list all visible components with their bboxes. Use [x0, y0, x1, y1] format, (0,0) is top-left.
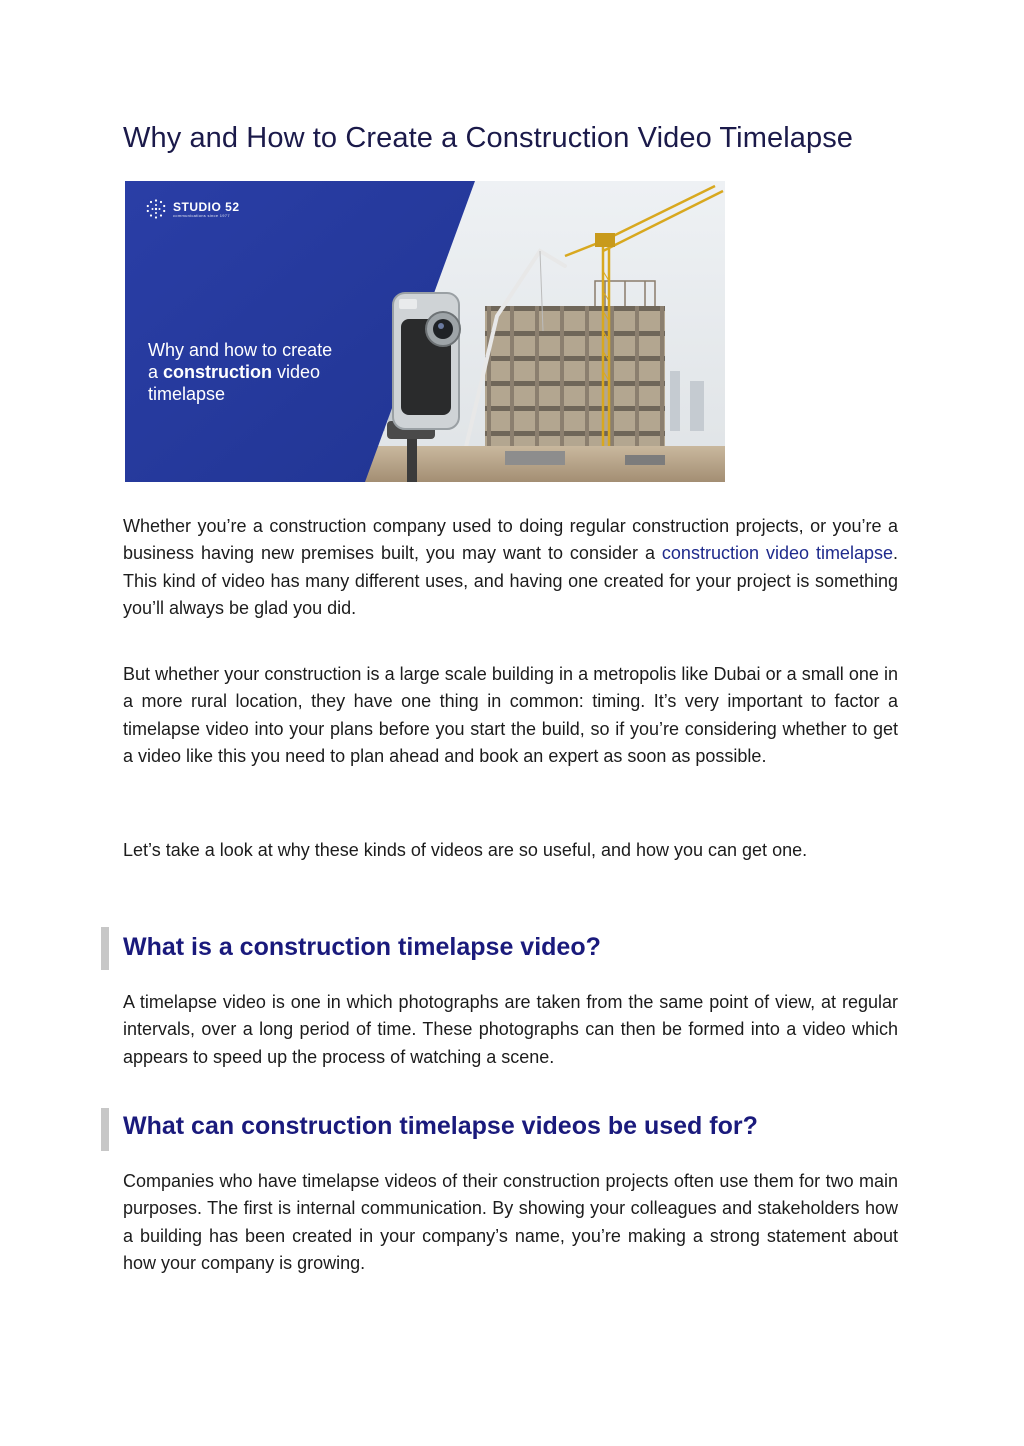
uses-paragraph: Companies who have timelapse videos of their construction projects often use them for two main purposes. The first is internal communication. By showing your colleagues and stakeholders how a building has been created in your company’s name, you’re making a strong statement about how your company is growing. [123, 1171, 898, 1273]
logo-tagline: communications since 1977 [173, 212, 230, 218]
hero-caption [148, 339, 378, 405]
heading-accent-bar [101, 927, 109, 970]
lookahead-paragraph: Let’s take a look at why these kinds of videos are so useful, and how you can get one. [123, 840, 808, 860]
logo-mark-icon [145, 198, 167, 220]
hero-illustration [125, 181, 725, 482]
logo-wordmark: STUDIO 52 [173, 199, 240, 214]
page-title: Why and How to Create a Construction Video Timelapse [123, 122, 854, 154]
heading-accent-bar [101, 1108, 109, 1151]
construction-timelapse-link[interactable]: construction video timelapse [661, 543, 893, 564]
section-heading-uses: What can construction timelapse videos be used for? [123, 1112, 758, 1140]
section-heading-what-is: What is a construction timelapse video? [123, 933, 601, 961]
definition-paragraph: A timelapse video is one in which photographs are taken from the same point of view, at regular intervals, over a long period of time. These photographs can then be formed into a video which appears to speed up the process of watching a scene. [123, 992, 898, 1067]
hero-caption-line3: timelapse [148, 384, 226, 404]
hero-caption-line1: Why and how to create [148, 340, 333, 360]
timing-paragraph: But whether your construction is a large scale building in a metropolis like Dubai or a small one in a more rural location, they have one thing in common: timing. It’s very important to factor a timelapse video into your plans before you start the build, so if you’re considering whether to get a video like this you need to plan ahead and book an expert as soon as possible. [123, 664, 898, 766]
studio52-logo [145, 198, 240, 220]
hero-caption-line2: a construction video [148, 362, 321, 382]
hero-image [125, 181, 725, 482]
intro-paragraph: Whether you’re a construction company used to doing regular construction projects, or you’re a business having new premises built, you may want to consider a construction video timelapse. This kind of video has many different uses, and having one created for your project is something you’ll always be glad you did. [123, 516, 898, 618]
